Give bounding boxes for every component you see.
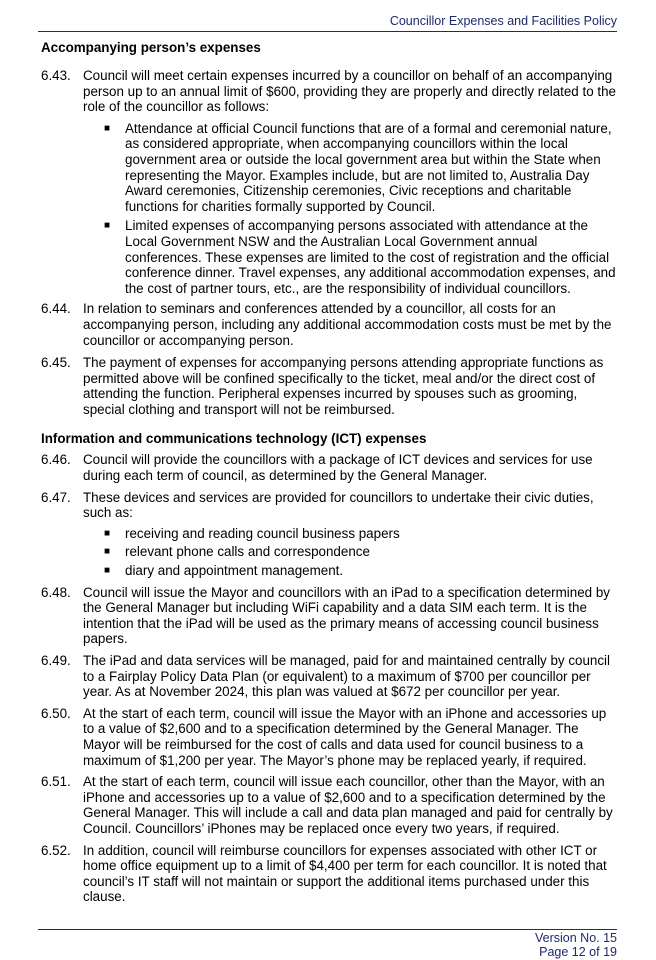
clause-6-50 bbox=[41, 706, 617, 768]
bullet-item: ■ relevant phone calls and correspondence bbox=[83, 544, 617, 560]
bullet-item: ■ receiving and reading council business papers bbox=[83, 526, 617, 542]
section-heading-ict: Information and communications technology (ICT) expenses bbox=[41, 431, 427, 447]
bullet-item: ■ diary and appointment management. bbox=[83, 563, 617, 579]
bullet-marker: ■ bbox=[104, 122, 111, 134]
bullet-item: ■ Attendance at official Council functions that are of a formal and ceremonial nature, as considered appropriate, when accompanying councillors within the local government area or outside the local government area but within the State when representing the Mayor. Examples include, but are not limited to, Australia Day Award ceremonies, Citizenship ceremonies, Civic receptions and charitable functions for charities formally supported by Council. bbox=[83, 121, 617, 215]
clause-6-47 bbox=[41, 490, 617, 579]
clause-number: 6.45. bbox=[41, 355, 71, 371]
page-content bbox=[41, 40, 617, 905]
clause-number: 6.47. bbox=[41, 489, 71, 505]
page-number: Page 12 of 19 bbox=[539, 945, 617, 959]
clause-text: Council will meet certain expenses incurred by a councillor on behalf of an accompanying person up to an annual limit of $600, providing they are properly and directly related to the role of the councillor as follows: bbox=[83, 68, 616, 115]
bullet-item: ■ Limited expenses of accompanying persons associated with attendance at the Local Government NSW and the Australian Local Government annual conferences. These expenses are limited to the cost of registration and the official conference dinner. Travel expenses, any additional accommodation expenses, and the cost of partner tours, etc., are the responsibility of individual councillors. bbox=[83, 218, 617, 296]
clause-text: Council will provide the councillors with a package of ICT devices and services for use during each term of council, as determined by the General Manager. bbox=[83, 452, 593, 484]
bullet-marker: ■ bbox=[104, 565, 111, 577]
clause-number: 6.51. bbox=[41, 774, 71, 790]
clause-text: At the start of each term, council will issue the Mayor with an iPhone and accessories up to a value of $2,600 and to a specification determined by the General Manager. The Mayor will be reimbursed for the cost of calls and data used for council business to a maximum of $1,200 per year. The Mayor’s phone may be replaced yearly, if required. bbox=[83, 705, 607, 768]
clause-number: 6.50. bbox=[41, 705, 71, 721]
clause-text: At the start of each term, council will issue each councillor, other than the Mayor, with an iPhone and accessories up to a value of $2,600 and to a specification determined by the General Manager. This will include a call and data plan managed and paid for centrally by Council. Councillors’ iPhones may be replaced once every two years, if required. bbox=[83, 774, 613, 836]
clause-number: 6.49. bbox=[41, 653, 71, 668]
clause-number: 6.43. bbox=[41, 68, 71, 83]
clause-6-44 bbox=[41, 301, 617, 348]
version-number: Version No. 15 bbox=[535, 931, 617, 945]
page-footer bbox=[38, 929, 617, 946]
clause-number: 6.48. bbox=[41, 584, 71, 600]
clause-6-51 bbox=[41, 774, 617, 836]
clause-number: 6.44. bbox=[41, 301, 71, 317]
bullet-marker: ■ bbox=[104, 527, 111, 539]
clause-6-52 bbox=[41, 843, 617, 905]
clause-6-45 bbox=[41, 355, 617, 417]
bullet-marker: ■ bbox=[104, 546, 111, 558]
page-header bbox=[38, 13, 617, 32]
clause-text: These devices and services are provided for councillors to undertake their civic duties, such as: bbox=[83, 489, 594, 521]
bullet-marker: ■ bbox=[104, 220, 111, 232]
clause-number: 6.46. bbox=[41, 452, 71, 468]
clause-6-49 bbox=[41, 653, 617, 700]
clause-text: In addition, council will reimburse councillors for expenses associated with other ICT or home office equipment up to a limit of $4,400 per term for each councillor. It is noted that council’s IT staff will not maintain or support the additional items purchased under this clause. bbox=[83, 842, 607, 905]
clause-text: In relation to seminars and conferences attended by a councillor, all costs for an accompanying person, including any additional accommodation costs must be met by the councillor or accompanying person. bbox=[83, 301, 612, 348]
clause-6-43 bbox=[41, 68, 617, 296]
clause-text: Council will issue the Mayor and councillors with an iPad to a specification determined by the General Manager but including WiFi capability and a data SIM each term. It is the intention that the iPad will be used as the primary means of accessing council business papers. bbox=[83, 584, 610, 647]
clause-number: 6.52. bbox=[41, 842, 71, 858]
page-number-line bbox=[38, 945, 617, 960]
clause-text: The iPad and data services will be managed, paid for and maintained centrally by council to a Fairplay Policy Data Plan (or equivalent) to a maximum of $700 per councillor per year. As at November 2024, this plan was valued at $672 per councillor per year. bbox=[83, 653, 611, 700]
clause-6-46 bbox=[41, 452, 617, 483]
section-heading-accompanying: Accompanying person’s expenses bbox=[41, 40, 261, 55]
clause-text: The payment of expenses for accompanying persons attending appropriate functions as permitted above will be confined specifically to the ticket, meal and/or the direct cost of attending the function. Peripheral expenses incurred by spouses such as grooming, special clothing and transport will not be reimbursed. bbox=[83, 355, 604, 417]
clause-6-48 bbox=[41, 585, 617, 647]
document-title: Councillor Expenses and Facilities Policy bbox=[389, 14, 617, 28]
